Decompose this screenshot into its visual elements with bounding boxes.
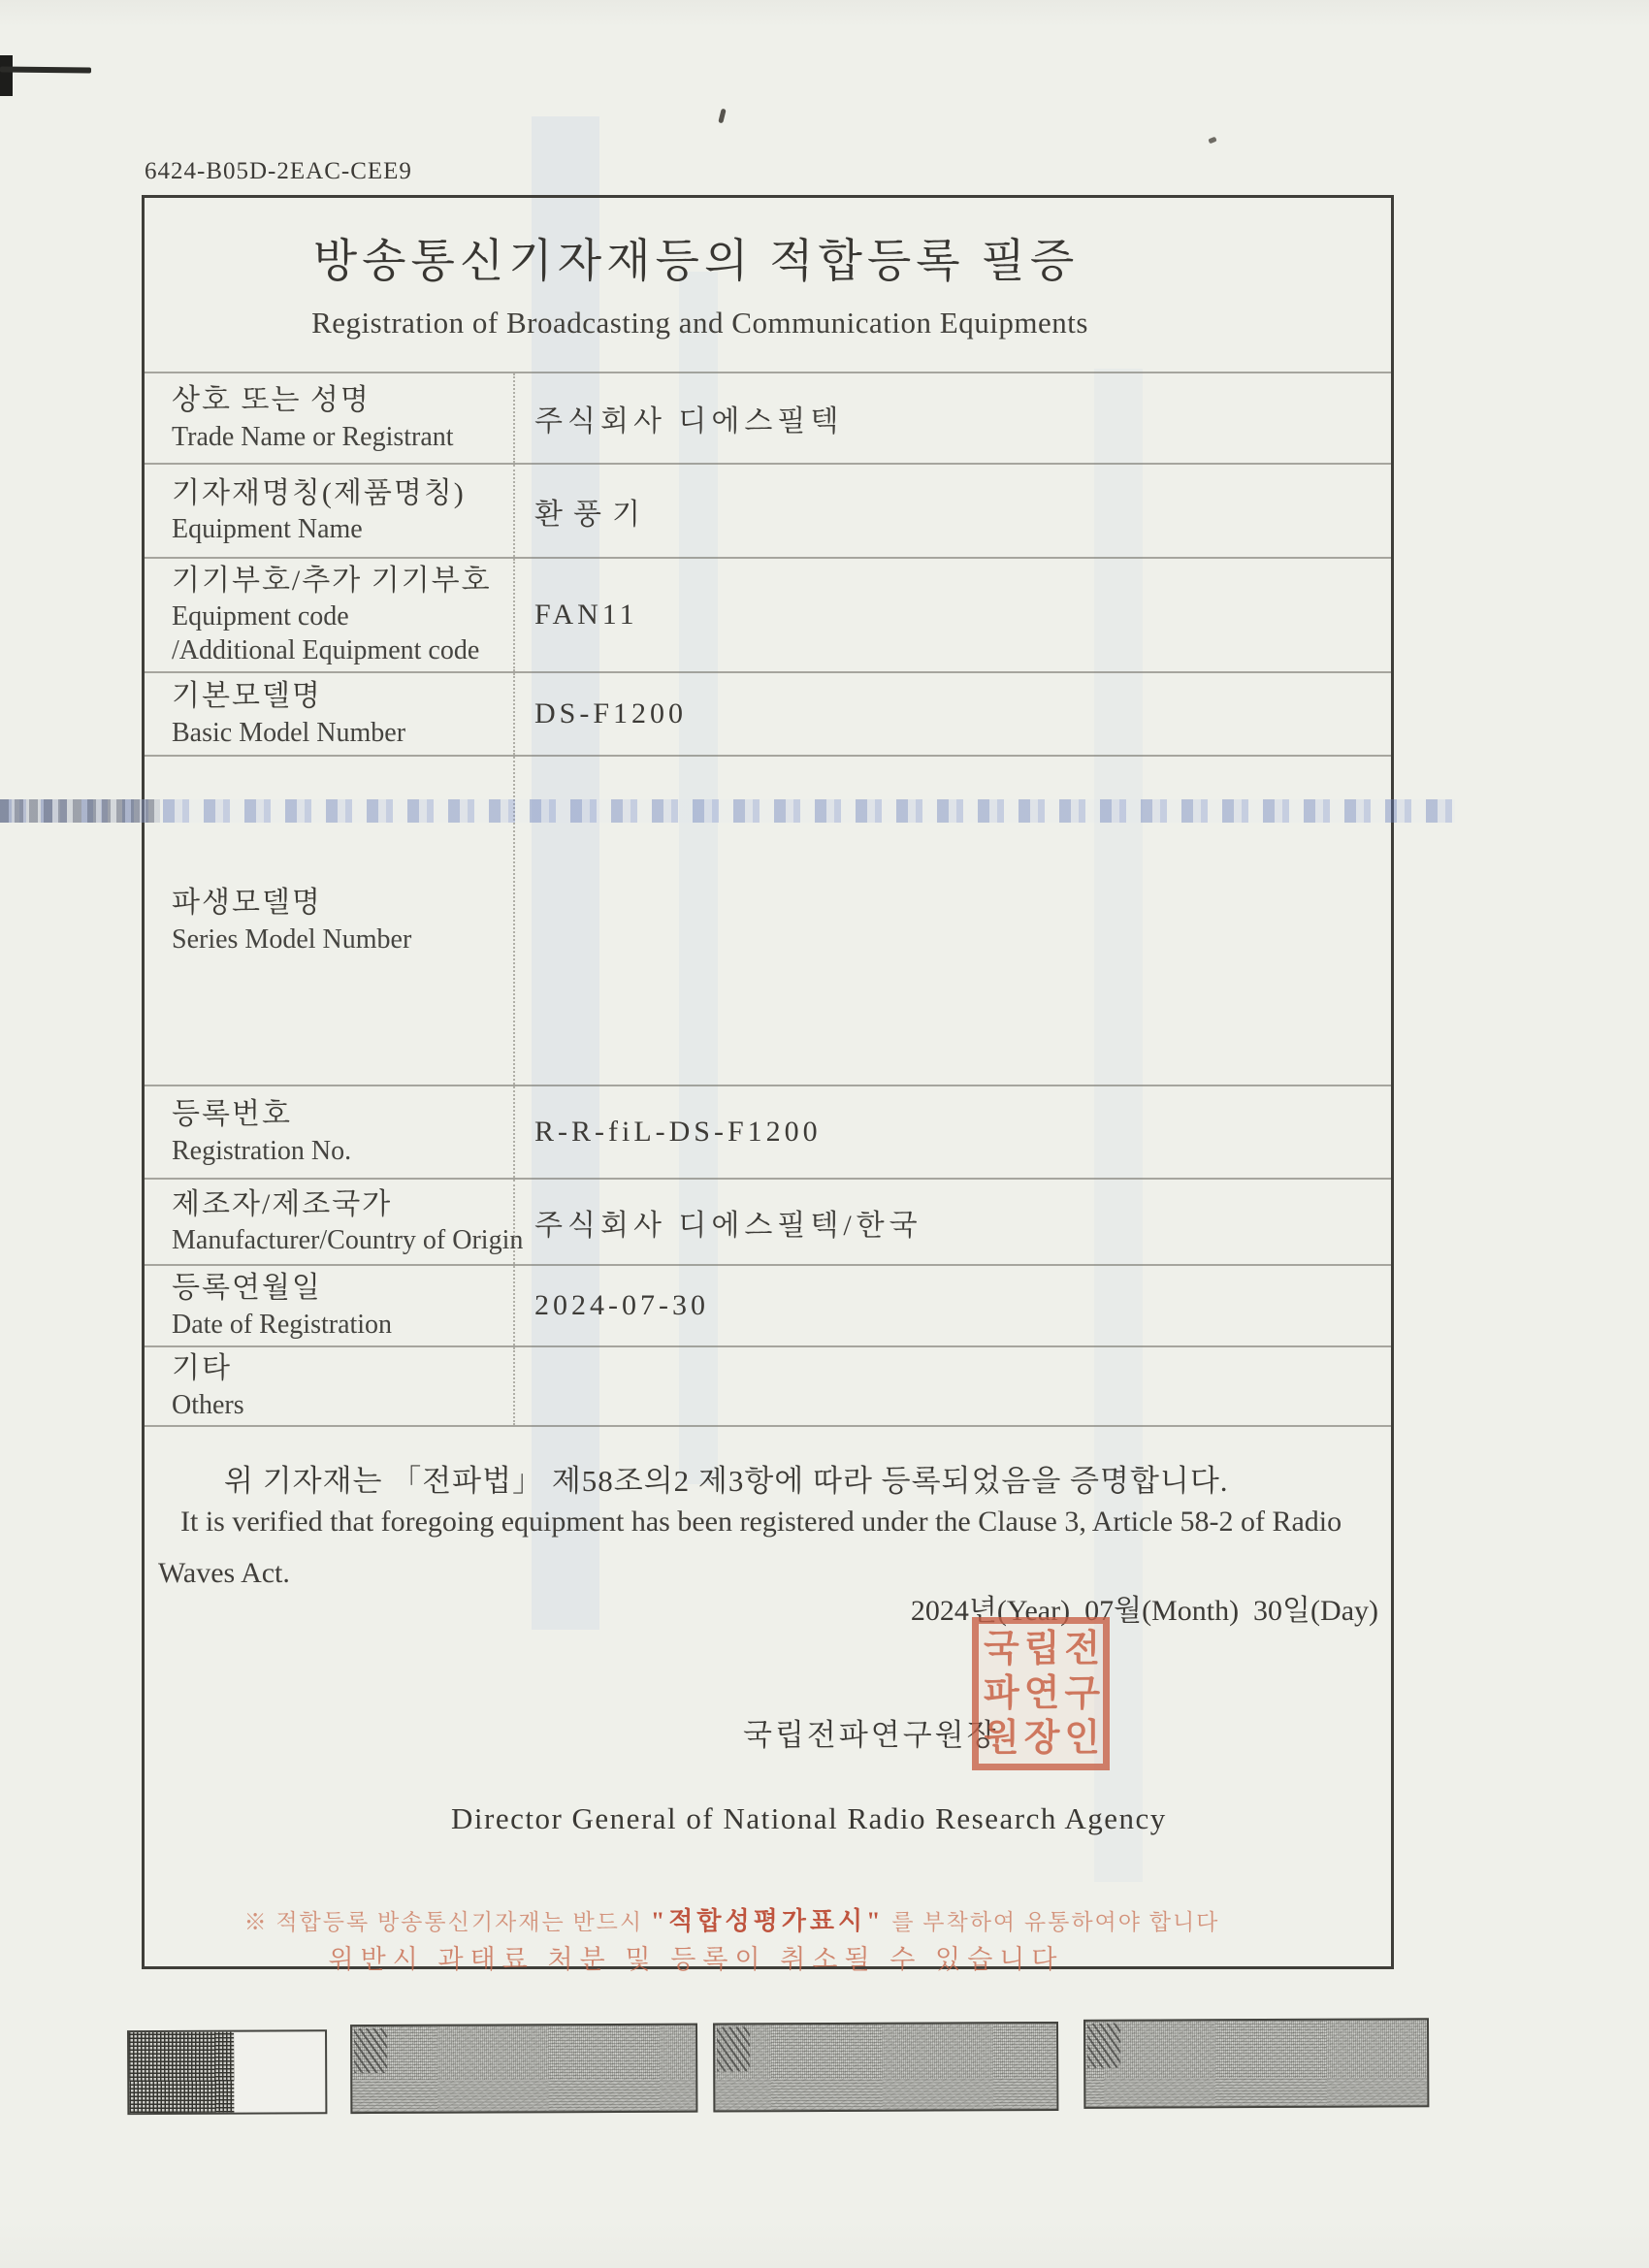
label-english: Manufacturer/Country of Origin <box>172 1225 524 1256</box>
row-value-cell <box>515 673 1391 755</box>
label-korean: 제조자/제조국가 <box>172 1187 393 1220</box>
label-english-2: /Additional Equipment code <box>172 635 480 666</box>
seal-text-row: 국립전 <box>984 1629 1106 1669</box>
certification-statement-section <box>145 1425 1391 1974</box>
row-value-cell <box>515 1347 1391 1425</box>
halftone-block <box>350 2024 697 2115</box>
table-row-registration-date <box>145 1264 1391 1345</box>
certificate-header <box>145 198 1391 372</box>
label-english: Basic Model Number <box>172 717 406 748</box>
row-value: 주식회사 디에스필텍 <box>534 405 844 437</box>
row-label <box>145 1180 524 1264</box>
row-value: R-R-fiL-DS-F1200 <box>534 1116 822 1148</box>
label-korean: 기자재명칭(제품명칭) <box>172 476 466 509</box>
row-label <box>145 1266 515 1345</box>
notice-highlight: "적합성평가표시" <box>650 1907 885 1935</box>
issuing-authority-english: Director General of National Radio Research Agency <box>451 1801 1167 1835</box>
table-row-manufacturer <box>145 1178 1391 1264</box>
row-label <box>145 757 515 1085</box>
label-korean: 기타 <box>172 1352 232 1385</box>
statement-english-line2: Waves Act. <box>158 1557 290 1589</box>
label-english: Trade Name or Registrant <box>172 421 454 452</box>
row-label <box>145 465 515 557</box>
row-label <box>145 673 515 755</box>
row-value-cell <box>515 559 1391 671</box>
issuing-authority-korean: 국립전파연구원장 <box>743 1718 999 1752</box>
row-label <box>145 559 515 671</box>
label-korean: 파생모델명 <box>172 887 322 920</box>
row-value-cell <box>515 373 1391 463</box>
row-value: 주식회사 디에스필텍/한국 <box>534 1209 922 1242</box>
certificate-title-english: Registration of Broadcasting and Communication Equipments <box>311 306 1088 340</box>
label-korean: 등록연월일 <box>172 1272 322 1305</box>
certificate-title-korean: 방송통신기자재등의 적합등록 필증 <box>312 237 1080 287</box>
certificate-table <box>142 195 1394 1974</box>
row-value-cell <box>515 757 1391 1085</box>
seal-text-row: 파연구 <box>984 1673 1106 1714</box>
label-english: Equipment code <box>172 600 349 632</box>
scan-speck <box>718 109 726 124</box>
row-value: 2024-07-30 <box>534 1289 709 1321</box>
seal-text-row: 원장인 <box>984 1718 1106 1759</box>
scan-speck <box>1208 137 1216 145</box>
compliance-notice-line2: 위반시 과태료 처분 및 등록이 취소될 수 있습니다 <box>328 1945 1064 1974</box>
halftone-mesh <box>129 2032 234 2113</box>
row-value-cell <box>515 465 1391 557</box>
row-label <box>145 1086 515 1178</box>
label-english: Series Model Number <box>172 923 412 955</box>
table-row-others <box>145 1345 1391 1425</box>
halftone-block <box>713 2022 1058 2113</box>
table-row-equipment-name <box>145 463 1391 557</box>
issue-date: 2024년(Year) 07월(Month) 30일(Day) <box>910 1595 1378 1627</box>
halftone-block-small <box>127 2029 327 2115</box>
notice-prefix: ※ 적합등록 방송통신기자재는 반드시 <box>243 1910 651 1934</box>
halftone-block <box>1083 2018 1429 2109</box>
label-korean: 기기부호/추가 기기부호 <box>172 564 492 597</box>
label-english: Date of Registration <box>172 1309 393 1340</box>
statement-english-line1: It is verified that foregoing equipment has been registered under the Clause 3, Article 58-2 of Radio <box>180 1506 1342 1538</box>
label-english: Registration No. <box>172 1135 352 1166</box>
row-value: 환풍기 <box>534 498 651 531</box>
scan-artifact-bar <box>0 55 13 96</box>
row-value: DS-F1200 <box>534 697 688 729</box>
table-row-basic-model <box>145 671 1391 755</box>
row-value-cell <box>515 1266 1391 1345</box>
label-korean: 상호 또는 성명 <box>172 384 371 417</box>
row-value-cell <box>515 1180 1391 1264</box>
table-row-equipment-code <box>145 557 1391 671</box>
table-row-series-model <box>145 755 1391 1085</box>
scan-artifact-line <box>0 67 91 74</box>
table-row-registration-no <box>145 1085 1391 1178</box>
row-value-cell <box>515 1086 1391 1178</box>
label-english: Others <box>172 1389 244 1420</box>
label-korean: 등록번호 <box>172 1098 292 1131</box>
scan-artifact-blue-band-left <box>0 799 160 823</box>
row-label <box>145 373 515 463</box>
compliance-notice-line1 <box>109 1901 1355 1937</box>
label-korean: 기본모델명 <box>172 680 322 713</box>
official-seal <box>972 1617 1110 1770</box>
table-row-trade-name <box>145 372 1391 463</box>
row-value: FAN11 <box>534 599 638 631</box>
row-label <box>145 1347 515 1425</box>
document-code: 6424-B05D-2EAC-CEE9 <box>145 158 412 184</box>
statement-korean: 위 기자재는 「전파법」 제58조의2 제3항에 따라 등록되었음을 증명합니다. <box>224 1464 1229 1498</box>
notice-suffix: 를 부착하여 유통하여야 합니다 <box>884 1910 1220 1934</box>
label-english: Equipment Name <box>172 514 363 545</box>
